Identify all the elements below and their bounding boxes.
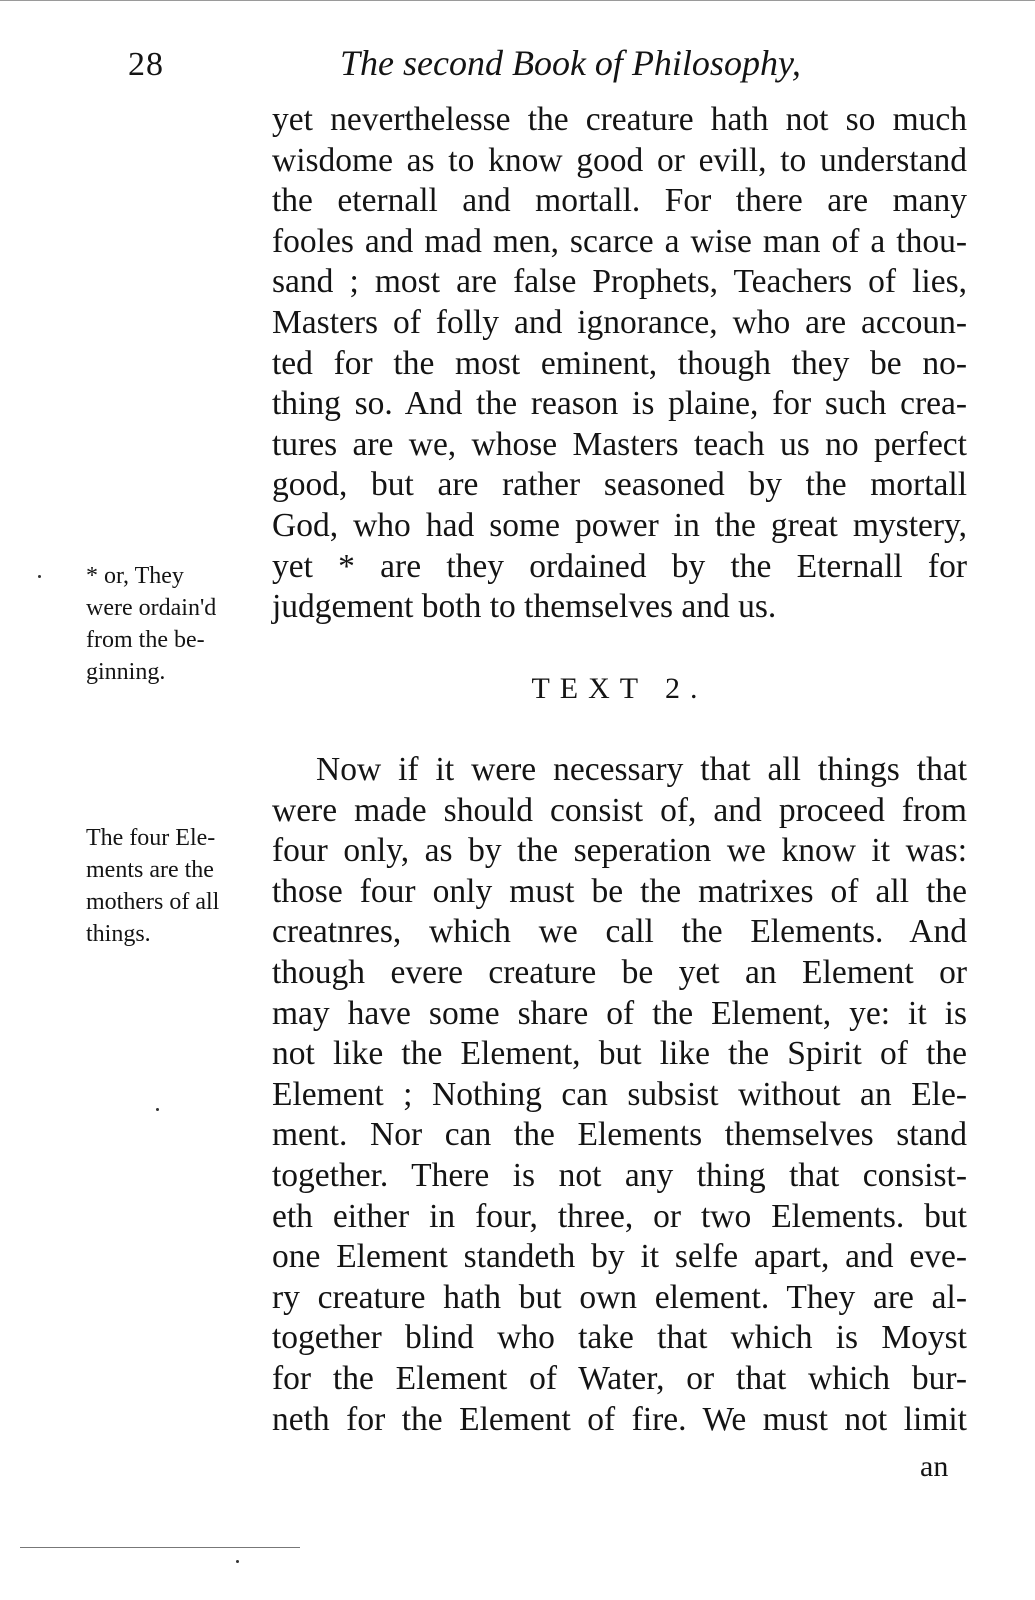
page-number: 28: [128, 46, 164, 83]
text-line: for the Element of Water, or that which bur-: [272, 1359, 967, 1397]
text-line: God, who had some power in the great mystery,: [272, 506, 967, 544]
text-line: may have some share of the Element, ye: it is: [272, 994, 967, 1032]
text-block-1: [272, 100, 967, 628]
marginal-note-ordained: [86, 560, 266, 688]
text-line: thing so. And the reason is plaine, for such crea-: [272, 385, 967, 423]
text-line: not like the Element, but like the Spirit of the: [272, 1035, 967, 1073]
text-line: creatnres, which we call the Elements. And: [272, 913, 967, 951]
page-header: [0, 38, 1035, 98]
running-head: The second Book of Philosophy,: [340, 43, 801, 83]
text-line: Masters of folly and ignorance, who are accoun-: [272, 303, 967, 341]
marginal-note-line: The four Ele-: [86, 825, 216, 851]
marginal-note-four-elements: [86, 822, 266, 950]
text-line: yet neverthelesse the creature hath not so much: [272, 101, 967, 138]
marginal-note-line: mothers of all: [86, 889, 220, 915]
marginal-note-line: things.: [86, 921, 151, 947]
text-line: ry creature hath but own element. They are al-: [272, 1278, 967, 1316]
marginal-note-line: * or, They: [86, 563, 184, 589]
text-line: wisdome as to know good or evill, to understand: [272, 141, 967, 179]
bottom-rule: [20, 1547, 300, 1548]
text-line: ted for the most eminent, though they be no-: [272, 344, 967, 382]
text-line: neth for the Element of fire. We must not limit: [272, 1400, 967, 1438]
catchword: an: [920, 1450, 949, 1483]
text-line: good, but are rather seasoned by the mortall: [272, 466, 967, 504]
text-line: those four only must be the matrixes of all the: [272, 872, 967, 910]
print-speck: [236, 1560, 239, 1563]
section-heading: TEXT 2.: [531, 672, 708, 705]
text-line: sand ; most are false Prophets, Teachers of lies,: [272, 263, 967, 301]
text-line: ment. Nor can the Elements themselves stand: [272, 1116, 967, 1154]
text-line: yet * are they ordained by the Eternall for: [272, 547, 967, 585]
text-line: together blind who take that which is Moyst: [272, 1319, 967, 1357]
text-line: eth either in four, three, or two Elements. but: [272, 1197, 967, 1235]
text-block-2: [272, 750, 967, 1440]
text-line: fooles and mad men, scarce a wise man of a thou-: [272, 222, 967, 260]
marginal-note-line: were ordain'd: [86, 595, 217, 621]
text-line: though evere creature be yet an Element or: [272, 953, 967, 991]
text-line: one Element standeth by it selfe apart, and eve-: [272, 1238, 967, 1276]
text-line: were made should consist of, and proceed from: [272, 791, 967, 829]
marginal-note-line: from the be-: [86, 627, 205, 653]
text-line: together. There is not any thing that consist-: [272, 1156, 967, 1194]
text-line: Element ; Nothing can subsist without an Ele-: [272, 1075, 967, 1113]
print-speck: [38, 575, 41, 578]
print-speck: [156, 1108, 159, 1111]
marginal-note-line: ginning.: [86, 659, 166, 685]
text-line: tures are we, whose Masters teach us no perfect: [272, 425, 967, 463]
text-line: the eternall and mortall. For there are many: [272, 182, 967, 220]
marginal-note-line: ments are the: [86, 857, 214, 883]
text-line: Now if it were necessary that all things that: [316, 751, 967, 788]
text-line: judgement both to themselves and us.: [272, 588, 777, 626]
text-line: four only, as by the seperation we know it was:: [272, 832, 967, 870]
